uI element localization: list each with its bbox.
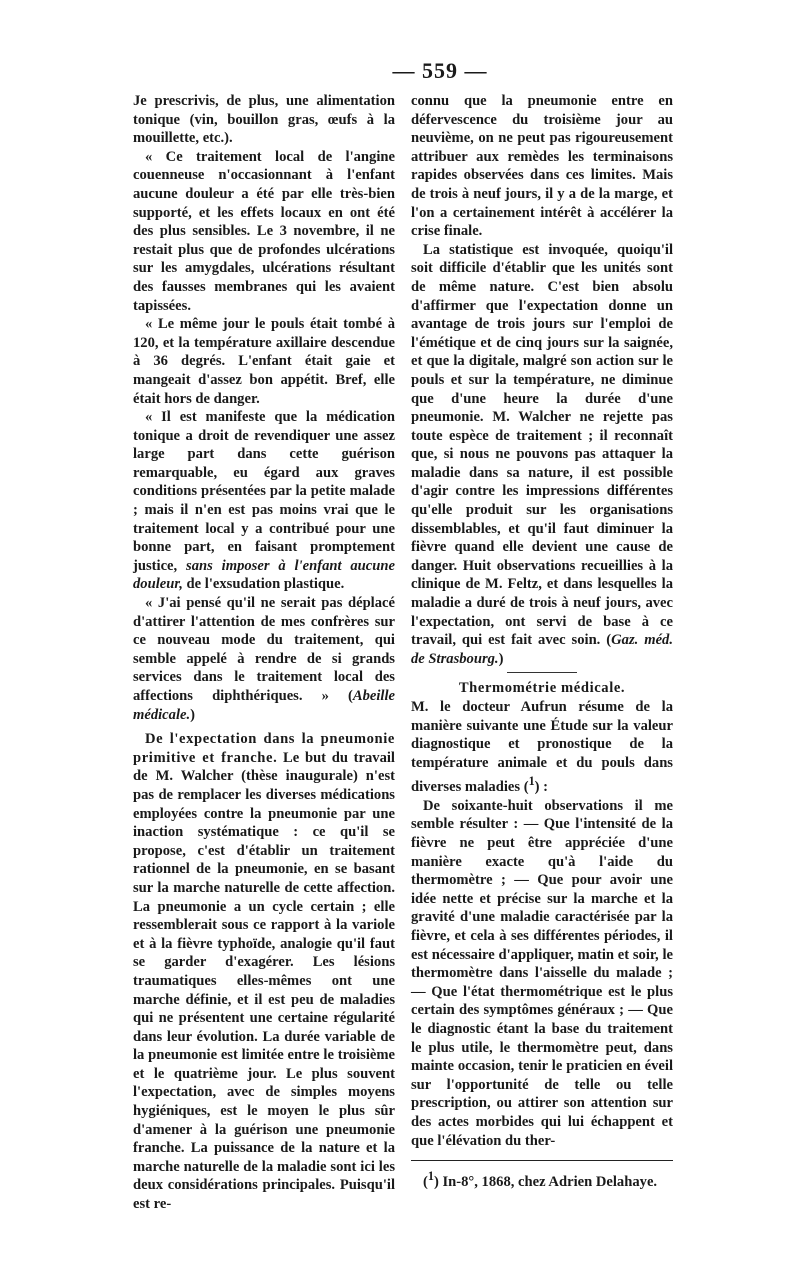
paragraph <box>411 679 673 698</box>
paragraph: Je prescrivis, de plus, une alimentation tonique (vin, bouillon gras, œufs à la mouillette, etc.). <box>133 93 395 147</box>
page-number: — 559 — <box>392 58 488 83</box>
paragraph: « Ce traitement local de l'angine couenneuse n'occasionnant à l'enfant aucune douleur a été par elle très-bien supporté, et les effets locaux en ont été des plus sensibles. Le 3 novembre, il ne restait plus que de profondes ulcérations sur les amygdales, ulcérations résultant des fausses membranes qui les avaient tapissées. <box>133 148 395 314</box>
text-run: La statistique est invoquée, quoiqu'il soit difficile d'établir que les unités sont de même nature. C'est bien absolu d'affirmer que l'expectation donne un avantage de trois jours sur l'emploi de l'émétique et de cinq jours sur la saignée, et que la digitale, malgré son action sur le pouls et sur la température, ne diminue que d'une heure la durée d'une pneumonie. M. Walcher ne rejette pas toute espèce de traitement ; il reconnaît que, si nous ne pouvons pas attaquer la maladie dans sa nature, il est possible d'agir contre les impressions différentes qu'elle produit sur les organisations dissemblables, et qu'il faut diminuer la fièvre quand elle devient une cause de danger. Huit observations recueillies à la clinique de M. Feltz, et dans lesquelles la maladie a duré de trois à neuf jours, avec l'expectation, ont servi de base à ce travail, qui est fait avec soin. ( <box>411 241 673 649</box>
paragraph: De soixante-huit observations il me semble résulter : — Que l'intensité de la fièvre ne peut être appréciée d'une manière exacte qu'à l'aide du thermomètre ; — Que pour avoir une idée nette et précise sur la marche et la gravité d'une maladie caractérisée par la fièvre, et cela à ses différentes périodes, il est nécessaire d'appliquer, matin et soir, le thermomètre dans l'aisselle du malade ; — Que l'état thermométrique est le plus certain des symptômes généraux ; — Que le diagnostic étant la base du traitement le plus utile, le thermomètre peut, dans mainte occasion, tenir le praticien en éveil sur l'opportunité de telle ou telle prescription, ou attirer son attention sur des actes morbides qui lui échappent et que l'élévation du ther- <box>411 797 673 1149</box>
text-run: M. le docteur Aufrun résume de la manière suivante une Étude sur la valeur diagnostique et pronostique de la température animale et du pouls dans diverses maladies ( <box>411 699 673 796</box>
paragraph <box>133 730 395 1213</box>
text-run: ) <box>190 706 196 723</box>
footnote-mark: 1 <box>427 1169 434 1184</box>
paragraph <box>411 698 673 797</box>
text-run: de l'exsudation plastique. <box>186 576 345 593</box>
text-run: ) <box>498 650 504 667</box>
footnote-rule <box>411 1160 673 1161</box>
paragraph <box>133 594 395 724</box>
section-heading: De l'expectation dans la pneumonie primitive et franche. <box>133 731 395 766</box>
paragraph: connu que la pneumonie entre en défervescence du troisième jour au neuvième, on ne peut pas rigoureusement attribuer aux remèdes les terminaisons rapides observées dans ces limites. Mais de trois à neuf jours, il y a de la marge, et l'on a certainement intérêt à accélérer la crise finale. <box>411 93 673 240</box>
paragraph: « Le même jour le pouls était tombé à 120, et la température axillaire descendue à 36 degrés. L'enfant était gaie et mangeait d'assez bon appétit. Bref, elle était hors de danger. <box>133 316 395 407</box>
source-citation: Abeille médicale. <box>133 688 395 723</box>
source-citation: Gaz. méd. de Strasbourg. <box>411 632 673 667</box>
footnote-text: In-8°, 1868, chez Adrien Delahaye. <box>442 1173 658 1190</box>
text-run: « J'ai pensé qu'il ne serait pas déplacé d'attirer l'attention de mes confrères sur ce nouveau mode du traitement, qui semble appelé à rendre de si grands services dans le traitement local des affections diphthériques. » ( <box>133 595 395 704</box>
right-column <box>411 92 673 1192</box>
text-run: ) : <box>534 779 549 796</box>
left-column <box>133 92 395 1214</box>
text-run: Le but du travail de M. Walcher (thèse inaugurale) n'est pas de remplacer les diverses médications employées contre la pneumonie par une inaction systématique : ce qu'il se propose, c'est d'établir un traitement rationnel de la pneumonie, en se basant sur la marche naturelle de cette affection. La pneumonie a un cycle certain ; elle ressemblerait sous ce rapport à la variole et à la fièvre typhoïde, analogie qu'il faut se garder d'exagérer. Les lésions traumatiques elles-mêmes ont une marche définie, et il est peu de maladies qui ne présentent une certaine régularité dans leur évolution. La durée variable de la pneumonie est limitée entre le troisième et le quatrième jour. Le plus souvent l'expectation, avec de simples moyens hygiéniques, est le moyen le plus sûr d'amener à la guérison une pneumonie franche. La puissance de la nature et la marche naturelle de la maladie sont ici les deux considérations principales. Puisqu'il est re- <box>133 749 395 1213</box>
footnote: ($^1$) In-8°, 1868, chez Adrien Delahaye. <box>423 1169 658 1190</box>
text-run: « Il est manifeste que la médication tonique a droit de revendiquer une assez large part dans cette guérison remarquable, eu égard aux graves conditions présentées par la petite malade ; mais il n'en est pas moins vrai que le traitement local y a contribué pour une bonne part, en faisant promptement justice, <box>133 409 395 574</box>
italic-run: sans imposer à l'enfant aucune douleur, <box>133 557 395 593</box>
paragraph <box>133 408 395 594</box>
paragraph <box>411 241 673 669</box>
section-divider <box>507 672 577 673</box>
section-heading: Thermométrie médicale. <box>458 680 626 697</box>
footnote-reference: 1 <box>528 774 535 789</box>
